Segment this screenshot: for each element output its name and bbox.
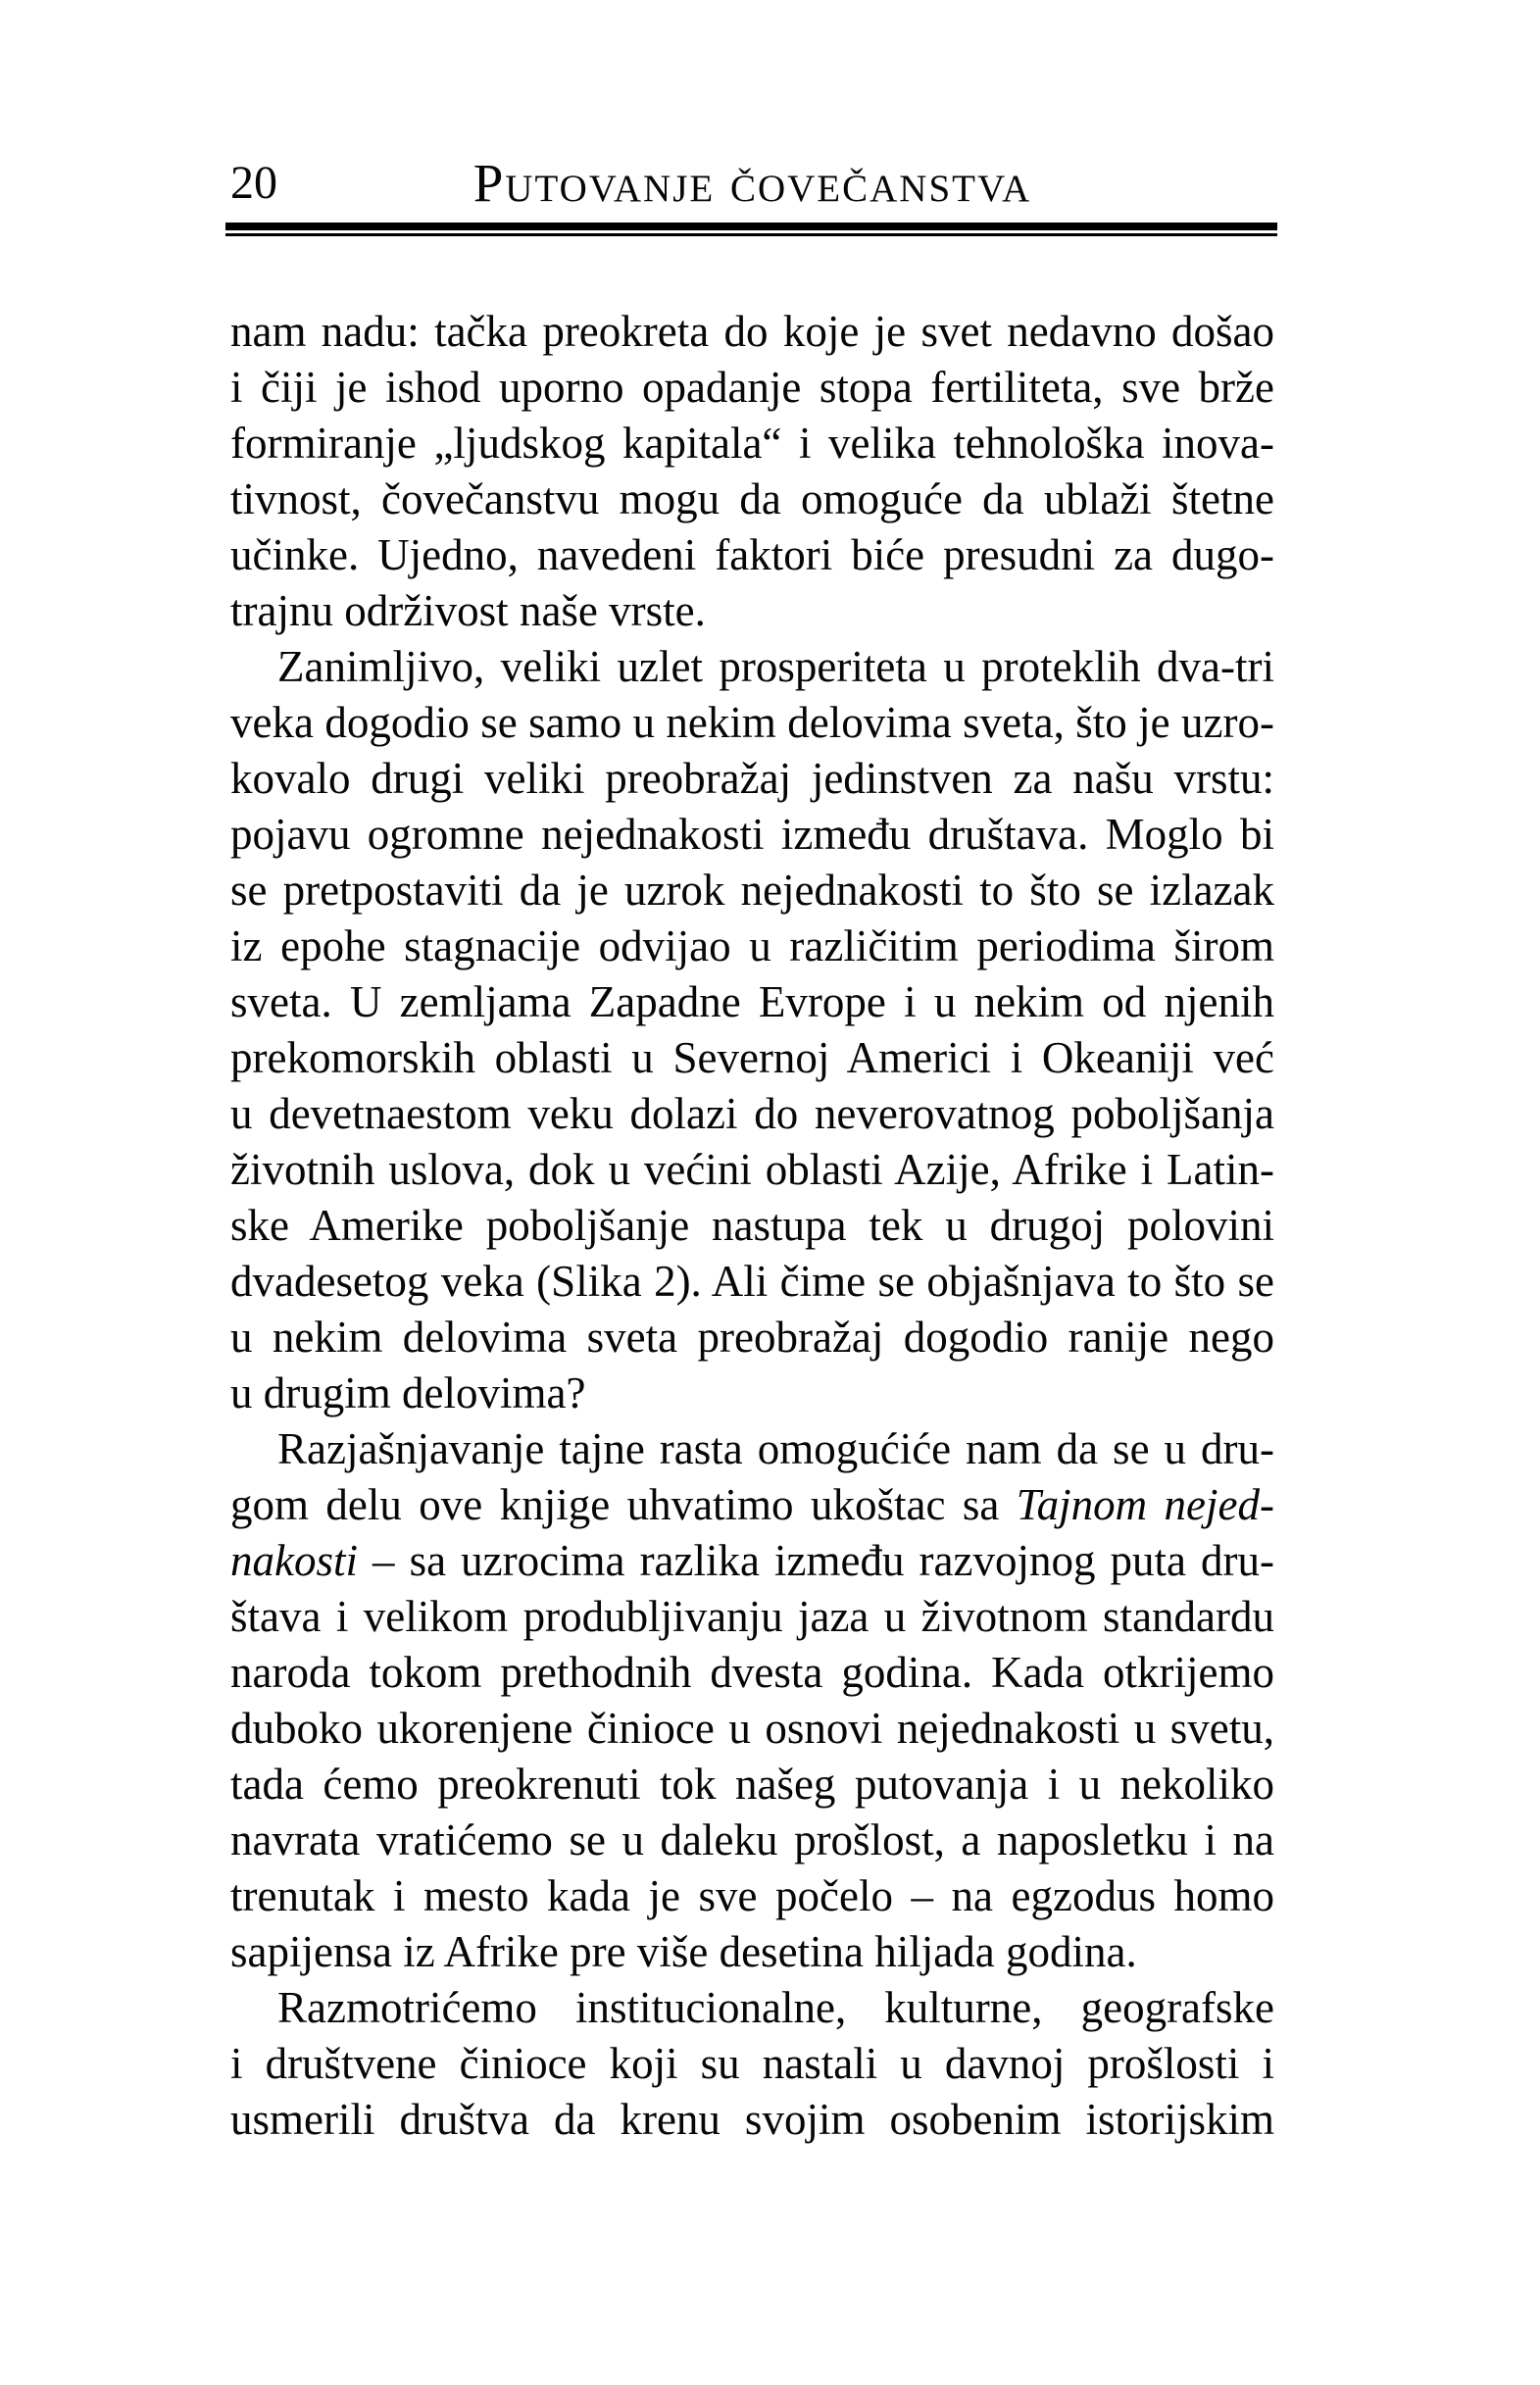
text-line <box>230 639 1274 695</box>
text-run: naroda tokom prethodnih dvesta godina. Kada otkrijemo <box>230 1648 1274 1697</box>
text-line <box>230 1198 1274 1254</box>
text-run: se pretpostaviti da je uzrok nejednakosti to što se izlazak <box>230 866 1274 915</box>
text-line <box>230 1142 1274 1198</box>
text-line <box>230 863 1274 919</box>
text-run: Zanimljivo, veliki uzlet prosperiteta u proteklih dva-tri <box>277 642 1274 691</box>
text-run: Razmotrićemo institucionalne, kulturne, geografske <box>277 1983 1274 2032</box>
page-body <box>230 304 1274 2148</box>
text-line <box>230 1310 1274 1366</box>
text-run: Razjašnjavanje tajne rasta omogućiće nam da se u dru- <box>277 1424 1274 1473</box>
italic-text-run: nakosti <box>230 1536 358 1585</box>
text-line <box>230 1589 1274 1645</box>
text-run: nam nadu: tačka preokreta do koje je svet nedavno došao <box>230 307 1274 356</box>
text-run: duboko ukorenjene činioce u osnovi nejednakosti u svetu, <box>230 1704 1274 1753</box>
text-run: u nekim delovima sveta preobražaj dogodio ranije nego <box>230 1313 1274 1362</box>
text-run: životnih uslova, dok u većini oblasti Azije, Afrike i Latin- <box>230 1145 1274 1194</box>
text-line <box>230 1366 1274 1421</box>
text-run: gom delu ove knjige uhvatimo ukoštac sa <box>230 1480 1017 1529</box>
text-run: navrata vratićemo se u daleku prošlost, a naposletku i na <box>230 1815 1274 1864</box>
text-line <box>230 1701 1274 1757</box>
page-header <box>230 149 1274 213</box>
text-line <box>230 1254 1274 1310</box>
text-line <box>230 1868 1274 1924</box>
text-line <box>230 360 1274 416</box>
text-run: dvadesetog veka (Slika 2). Ali čime se objašnjava to što se <box>230 1257 1274 1306</box>
text-run: pojavu ogromne nejednakosti između društava. Moglo bi <box>230 810 1274 859</box>
header-double-rule <box>225 223 1277 236</box>
text-line <box>230 304 1274 360</box>
text-line <box>230 695 1274 751</box>
text-run: trajnu održivost naše vrste. <box>230 586 706 635</box>
text-line <box>230 1477 1274 1533</box>
text-line <box>230 416 1274 472</box>
text-line <box>230 1757 1274 1813</box>
page-number: 20 <box>230 157 277 209</box>
text-run: u drugim delovima? <box>230 1368 586 1417</box>
text-line <box>230 974 1274 1030</box>
text-line <box>230 1533 1274 1589</box>
text-line <box>230 472 1274 527</box>
text-line <box>230 583 1274 639</box>
text-run: iz epohe stagnacije odvijao u različitim periodima širom <box>230 921 1274 970</box>
text-run: tada ćemo preokrenuti tok našeg putovanja i u nekoliko <box>230 1760 1274 1809</box>
text-line <box>230 1645 1274 1701</box>
text-line <box>230 2036 1274 2092</box>
text-line <box>230 527 1274 583</box>
text-line <box>230 2092 1274 2148</box>
text-run: učinke. Ujedno, navedeni faktori biće presudni za dugo- <box>230 530 1274 579</box>
text-line <box>230 807 1274 863</box>
italic-text-run: Tajnom nejed- <box>1016 1480 1274 1529</box>
text-run: i čiji je ishod uporno opadanje stopa fertiliteta, sve brže <box>230 363 1274 412</box>
text-run: sapijensa iz Afrike pre više desetina hiljada godina. <box>230 1927 1137 1976</box>
text-run: i društvene činioce koji su nastali u davnoj prošlosti i <box>230 2039 1274 2088</box>
text-run: trenutak i mesto kada je sve počelo – na egzodus homo <box>230 1871 1274 1920</box>
text-line <box>230 751 1274 807</box>
text-line <box>230 1086 1274 1142</box>
text-run: u devetnaestom veku dolazi do neverovatnog poboljšanja <box>230 1089 1274 1138</box>
text-run: prekomorskih oblasti u Severnoj Americi i Okeaniji već <box>230 1033 1274 1082</box>
text-run: sveta. U zemljama Zapadne Evrope i u nekim od njenih <box>230 977 1274 1026</box>
text-run: usmerili društva da krenu svojim osobenim istorijskim <box>230 2095 1274 2144</box>
text-line <box>230 1924 1274 1980</box>
text-line <box>230 1030 1274 1086</box>
text-run: formiranje „ljudskog kapitala“ i velika tehnološka inova- <box>230 419 1274 468</box>
running-title: Putovanje čovečanstva <box>472 153 1032 213</box>
text-run: štava i velikom produbljivanju jaza u životnom standardu <box>230 1592 1274 1641</box>
text-line <box>230 919 1274 974</box>
text-line <box>230 1813 1274 1868</box>
text-line <box>230 1980 1274 2036</box>
text-line <box>230 1421 1274 1477</box>
text-run: tivnost, čovečanstvu mogu da omoguće da ublaži štetne <box>230 474 1274 523</box>
text-run: – sa uzrocima razlika između razvojnog puta dru- <box>358 1536 1274 1585</box>
text-run: veka dogodio se samo u nekim delovima sveta, što je uzro- <box>230 698 1274 747</box>
text-run: kovalo drugi veliki preobražaj jedinstven za našu vrstu: <box>230 754 1274 803</box>
text-run: ske Amerike poboljšanje nastupa tek u drugoj polovini <box>230 1201 1274 1250</box>
